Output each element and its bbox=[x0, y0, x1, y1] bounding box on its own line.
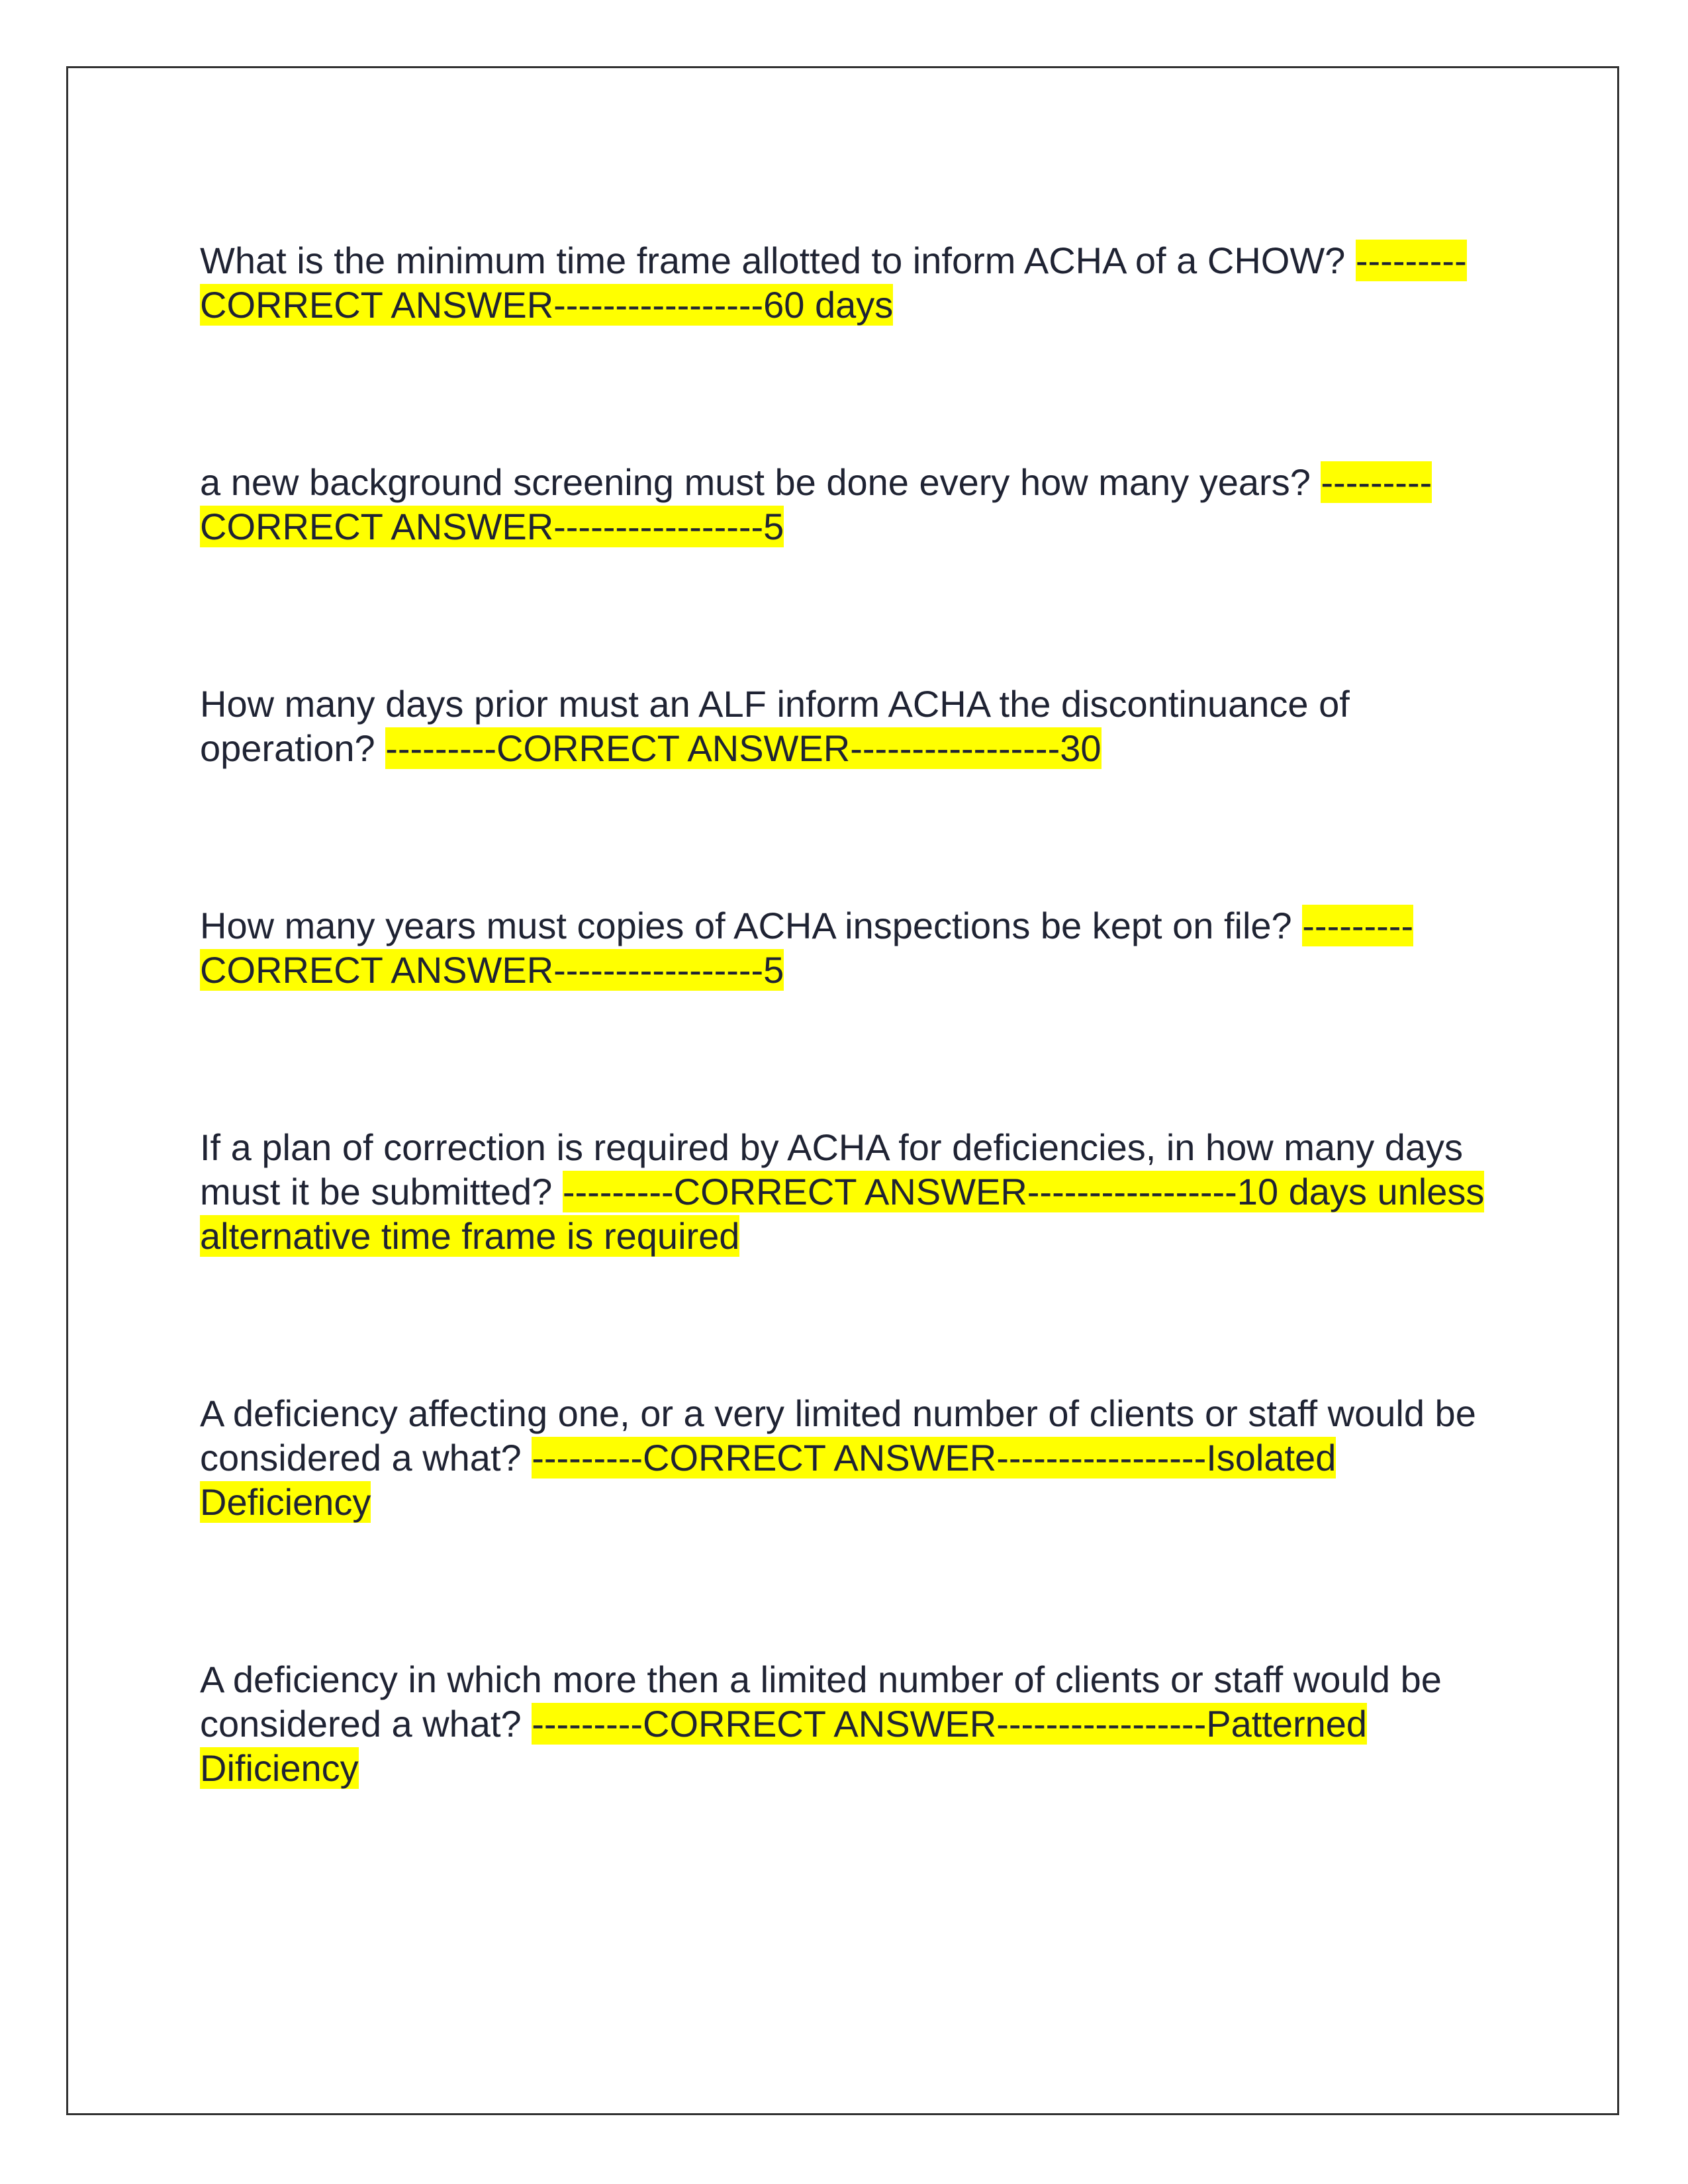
answer-highlight: ---------CORRECT ANSWER-----------------Patterned Dificiency bbox=[200, 1703, 1368, 1789]
qa-item bbox=[200, 238, 1491, 327]
qa-item bbox=[200, 1391, 1491, 1524]
qa-item bbox=[200, 1657, 1491, 1790]
question-text: A deficiency in which more then a limited number of clients or staff would be considered a what? bbox=[200, 1659, 1442, 1745]
qa-item bbox=[200, 1125, 1491, 1258]
question-text: What is the minimum time frame allotted to inform ACHA of a CHOW? bbox=[200, 240, 1356, 281]
qa-item bbox=[200, 903, 1491, 992]
qa-item bbox=[200, 682, 1491, 770]
question-text: How many days prior must an ALF inform ACHA the discontinuance of operation? bbox=[200, 683, 1350, 769]
answer-highlight: ---------CORRECT ANSWER-----------------5 bbox=[200, 905, 1414, 991]
answer-highlight: ---------CORRECT ANSWER-----------------60 days bbox=[200, 240, 1467, 326]
page-border bbox=[66, 66, 1619, 2115]
answer-highlight: ---------CORRECT ANSWER-----------------Isolated Deficiency bbox=[200, 1437, 1336, 1523]
answer-highlight: ---------CORRECT ANSWER-----------------10 days unless alternative time frame is required bbox=[200, 1171, 1485, 1257]
question-text: A deficiency affecting one, or a very limited number of clients or staff would be considered a what? bbox=[200, 1392, 1476, 1479]
qa-item bbox=[200, 460, 1491, 549]
answer-highlight: ---------CORRECT ANSWER-----------------30 bbox=[385, 727, 1102, 769]
answer-highlight: ---------CORRECT ANSWER-----------------5 bbox=[200, 461, 1432, 547]
question-text: a new background screening must be done every how many years? bbox=[200, 461, 1321, 503]
question-text: How many years must copies of ACHA inspections be kept on file? bbox=[200, 905, 1303, 946]
question-text: If a plan of correction is required by ACHA for deficiencies, in how many days must it be submitted? bbox=[200, 1126, 1464, 1212]
